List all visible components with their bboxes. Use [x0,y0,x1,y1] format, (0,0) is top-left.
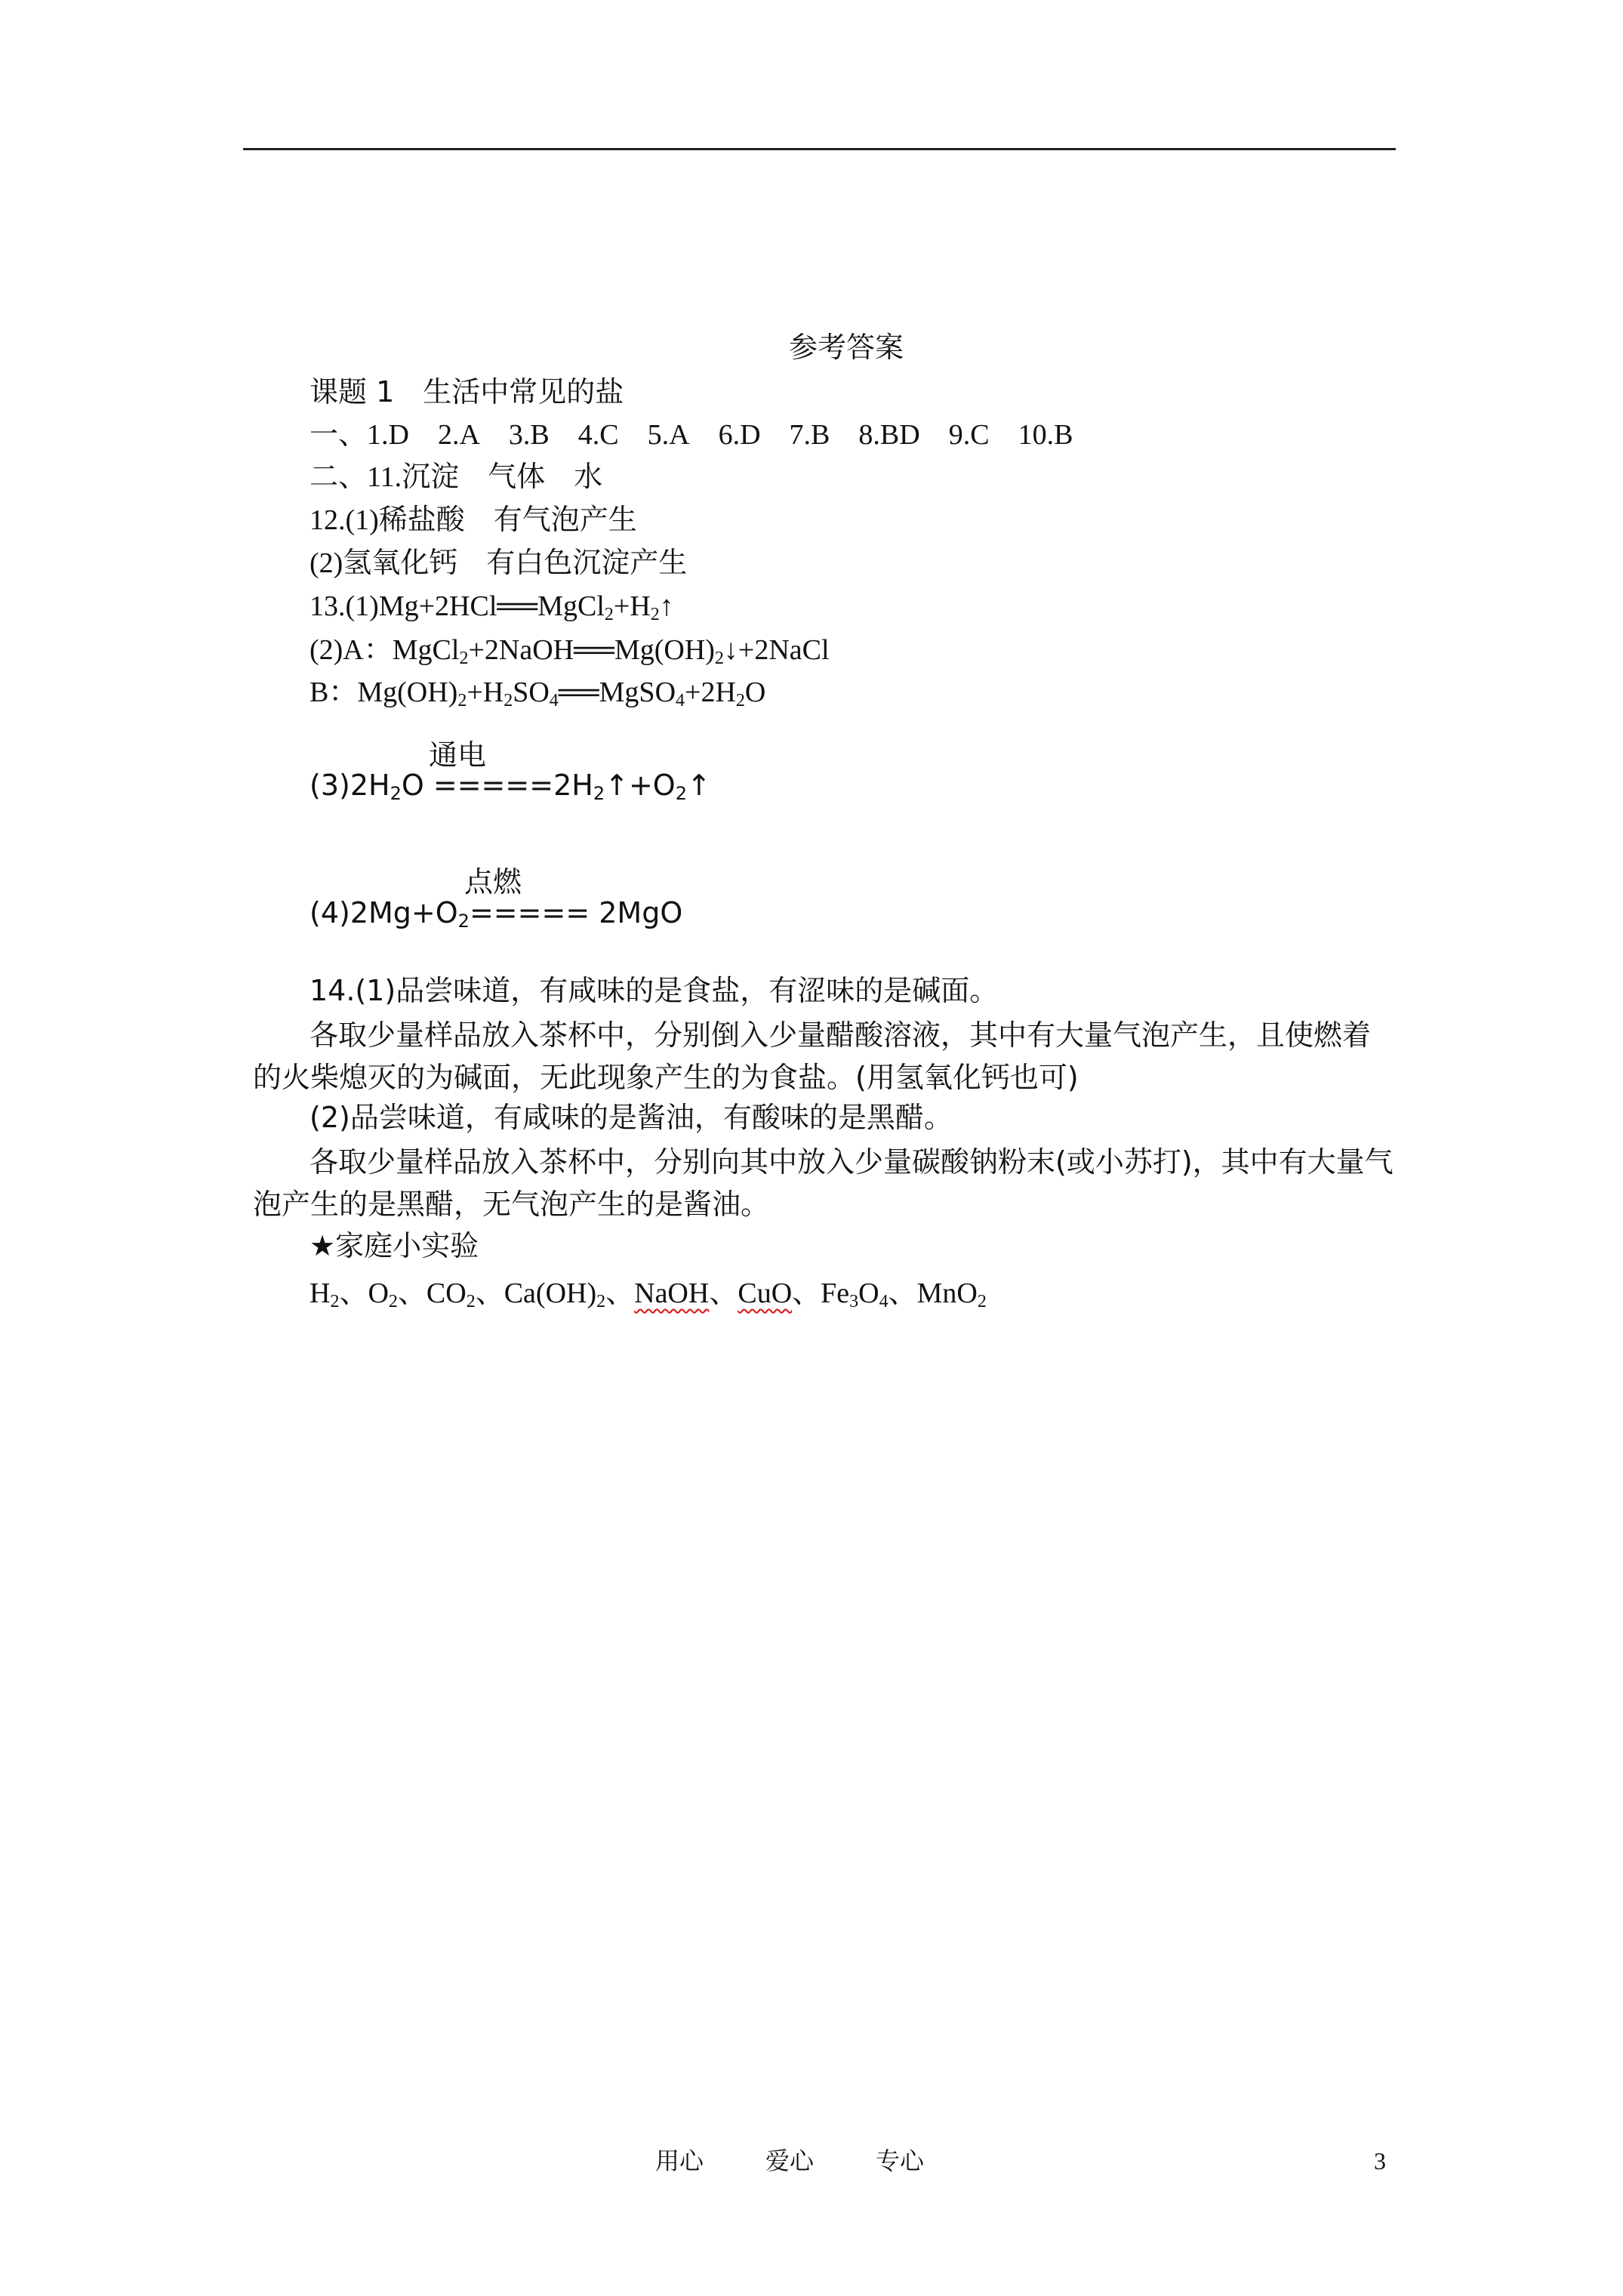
header-rule [243,148,1396,150]
footer-slogan-item: 用心 [655,2147,704,2174]
answer: 4.C [577,419,619,451]
q13-part2-prefix: (2)A： [310,634,393,666]
answer: 1.D [367,419,409,451]
q13-part4: $(4)2Mg+O_2===== 2MgO$ [310,896,683,932]
answer: 3.B [508,419,550,451]
q13-part4-prefix: (4) [310,896,350,929]
lesson-heading: 课题 1 生活中常见的盐 [310,375,624,408]
answer: 8.BD [858,419,920,451]
q13-part1-prefix: 13.(1) [310,590,379,622]
page-title: 参考答案 [789,332,904,364]
q13-part2b: B：$Mg(OH)_2+H_2SO_4══MgSO_4+2H_2O$ [310,676,766,710]
q13-condition4: 点燃 [464,865,522,898]
answer: 7.B [789,419,830,451]
q12-part2: (2)氢氧化钙 有白色沉淀产生 [310,547,688,579]
q13-part1: $13.(1)Mg+2HCl══MgCl_2+H_2↑$ [310,590,674,624]
q13-part2a: (2)A：$MgCl_2+2NaOH══Mg(OH)_2↓+2NaCl$ [310,634,830,668]
q13-part2b-prefix: B： [310,676,358,708]
footer-slogan [655,2144,924,2177]
section1-answers [310,416,1073,454]
q13-part4-formula: 2Mg+O [350,896,458,929]
footer-slogan-item: 专心 [876,2147,925,2174]
q13-part3-prefix: (3) [310,769,350,802]
q14-p3: (2)品尝味道，有咸味的是酱油，有酸味的是黑醋。 [310,1101,953,1134]
section1-prefix: 一、 [310,419,368,451]
answer: 9.C [948,419,990,451]
q14-p4: 各取少量样品放入茶杯中，分别向其中放入少量碳酸钠粉末(或小苏打)，其中有大量气泡产生的是黑醋，无气泡产生的是酱油。 [253,1145,1394,1221]
page-number: 3 [1374,2147,1386,2174]
footer-slogan-item: 爱心 [765,2147,815,2174]
experiment-formulas: $H_2$、$O_2$、$CO_2$、$Ca(OH)_2$、NaOH、CuO、$Fe_3O_4$、MnO$_2$ [310,1277,987,1311]
section2-prefix: 二、 [310,461,368,493]
experiment-heading: ★家庭小实验 [310,1229,479,1262]
q14-p1: 14.(1)品尝味道，有咸味的是食盐，有涩味的是碱面。 [310,974,999,1007]
answer: 10.B [1018,419,1073,451]
q13-part3: $(3)2H_2O$ $=====2H_2↑+O_2↑$ [310,769,711,804]
q14-p2: 各取少量样品放入茶杯中，分别倒入少量醋酸溶液，其中有大量气泡产生，且使燃着的火柴熄灭的为碱面，无此现象产生的为食盐。(用氢氧化钙也可) [253,1019,1372,1094]
section2-q11 [310,458,602,496]
answer: 5.A [647,419,690,451]
q12-part1: 12.(1)稀盐酸 有气泡产生 [310,504,637,536]
q13-condition3: 通电 [429,738,487,772]
answer: 2.A [437,419,480,451]
q11-answer: 11.沉淀 气体 水 [367,461,603,493]
q13-part4-product: 2MgO [599,896,683,929]
answer: 6.D [718,419,761,451]
